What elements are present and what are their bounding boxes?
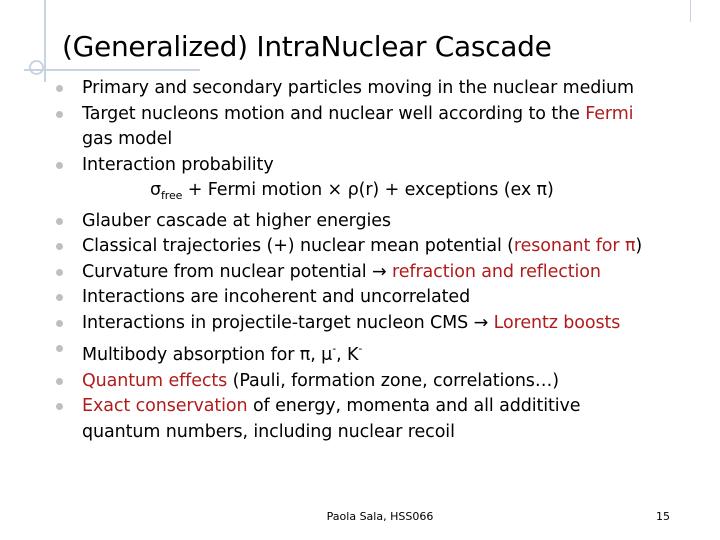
item-text: Curvature from nuclear potential → refraction and reflection bbox=[82, 261, 601, 282]
bullet-list bbox=[0, 76, 720, 445]
bullet-icon bbox=[56, 294, 63, 301]
list-item bbox=[0, 336, 720, 369]
item-text: Quantum effects (Pauli, formation zone, correlations…) bbox=[82, 370, 559, 391]
item-text: Classical trajectories (+) nuclear mean potential (resonant for π) bbox=[82, 236, 643, 256]
bullet-icon bbox=[56, 111, 63, 118]
item-text: Multibody absorption for π, μ-, K- bbox=[82, 342, 363, 365]
decorative-right-line bbox=[690, 0, 691, 22]
bullet-icon bbox=[56, 269, 63, 276]
list-item bbox=[0, 209, 720, 235]
footer-author: Paola Sala, HSS066 bbox=[326, 510, 434, 523]
item-text: Target nucleons motion and nuclear well according to the Fermi bbox=[82, 103, 634, 124]
bullet-icon bbox=[56, 320, 63, 327]
decorative-horizontal-line bbox=[24, 69, 200, 71]
list-item bbox=[0, 311, 720, 337]
bullet-icon bbox=[56, 162, 63, 169]
item-text-continued: quantum numbers, including nuclear recoil bbox=[82, 421, 455, 442]
item-text: Exact conservation of energy, momenta and all addititive bbox=[82, 396, 581, 416]
list-item bbox=[0, 102, 720, 153]
list-item bbox=[0, 285, 720, 311]
list-item bbox=[0, 153, 720, 209]
list-item bbox=[0, 76, 720, 102]
item-text: Glauber cascade at higher energies bbox=[82, 210, 391, 231]
list-item bbox=[0, 394, 720, 445]
item-text: Primary and secondary particles moving in the nuclear medium bbox=[82, 78, 634, 98]
list-item bbox=[0, 260, 720, 286]
bullet-icon bbox=[56, 378, 63, 385]
list-item bbox=[0, 234, 720, 260]
bullet-icon bbox=[56, 243, 63, 250]
bullet-icon bbox=[56, 345, 63, 352]
item-text: Interactions in projectile-target nucleon CMS → Lorentz boosts bbox=[82, 312, 621, 333]
item-formula: $\sigma_{free}$ + Fermi motion × ρ(r) + exceptions (ex π) bbox=[150, 180, 554, 202]
item-text: Interactions are incoherent and uncorrelated bbox=[82, 287, 471, 307]
page-number: 15 bbox=[656, 510, 670, 523]
decorative-circle bbox=[29, 60, 44, 75]
bullet-icon bbox=[56, 218, 63, 225]
slide-title: (Generalized) IntraNuclear Cascade bbox=[62, 30, 552, 63]
item-text-continued: gas model bbox=[82, 129, 173, 149]
list-item bbox=[0, 369, 720, 395]
bullet-icon bbox=[56, 403, 63, 410]
bullet-icon bbox=[56, 85, 63, 92]
item-text: Interaction probability bbox=[82, 154, 274, 175]
